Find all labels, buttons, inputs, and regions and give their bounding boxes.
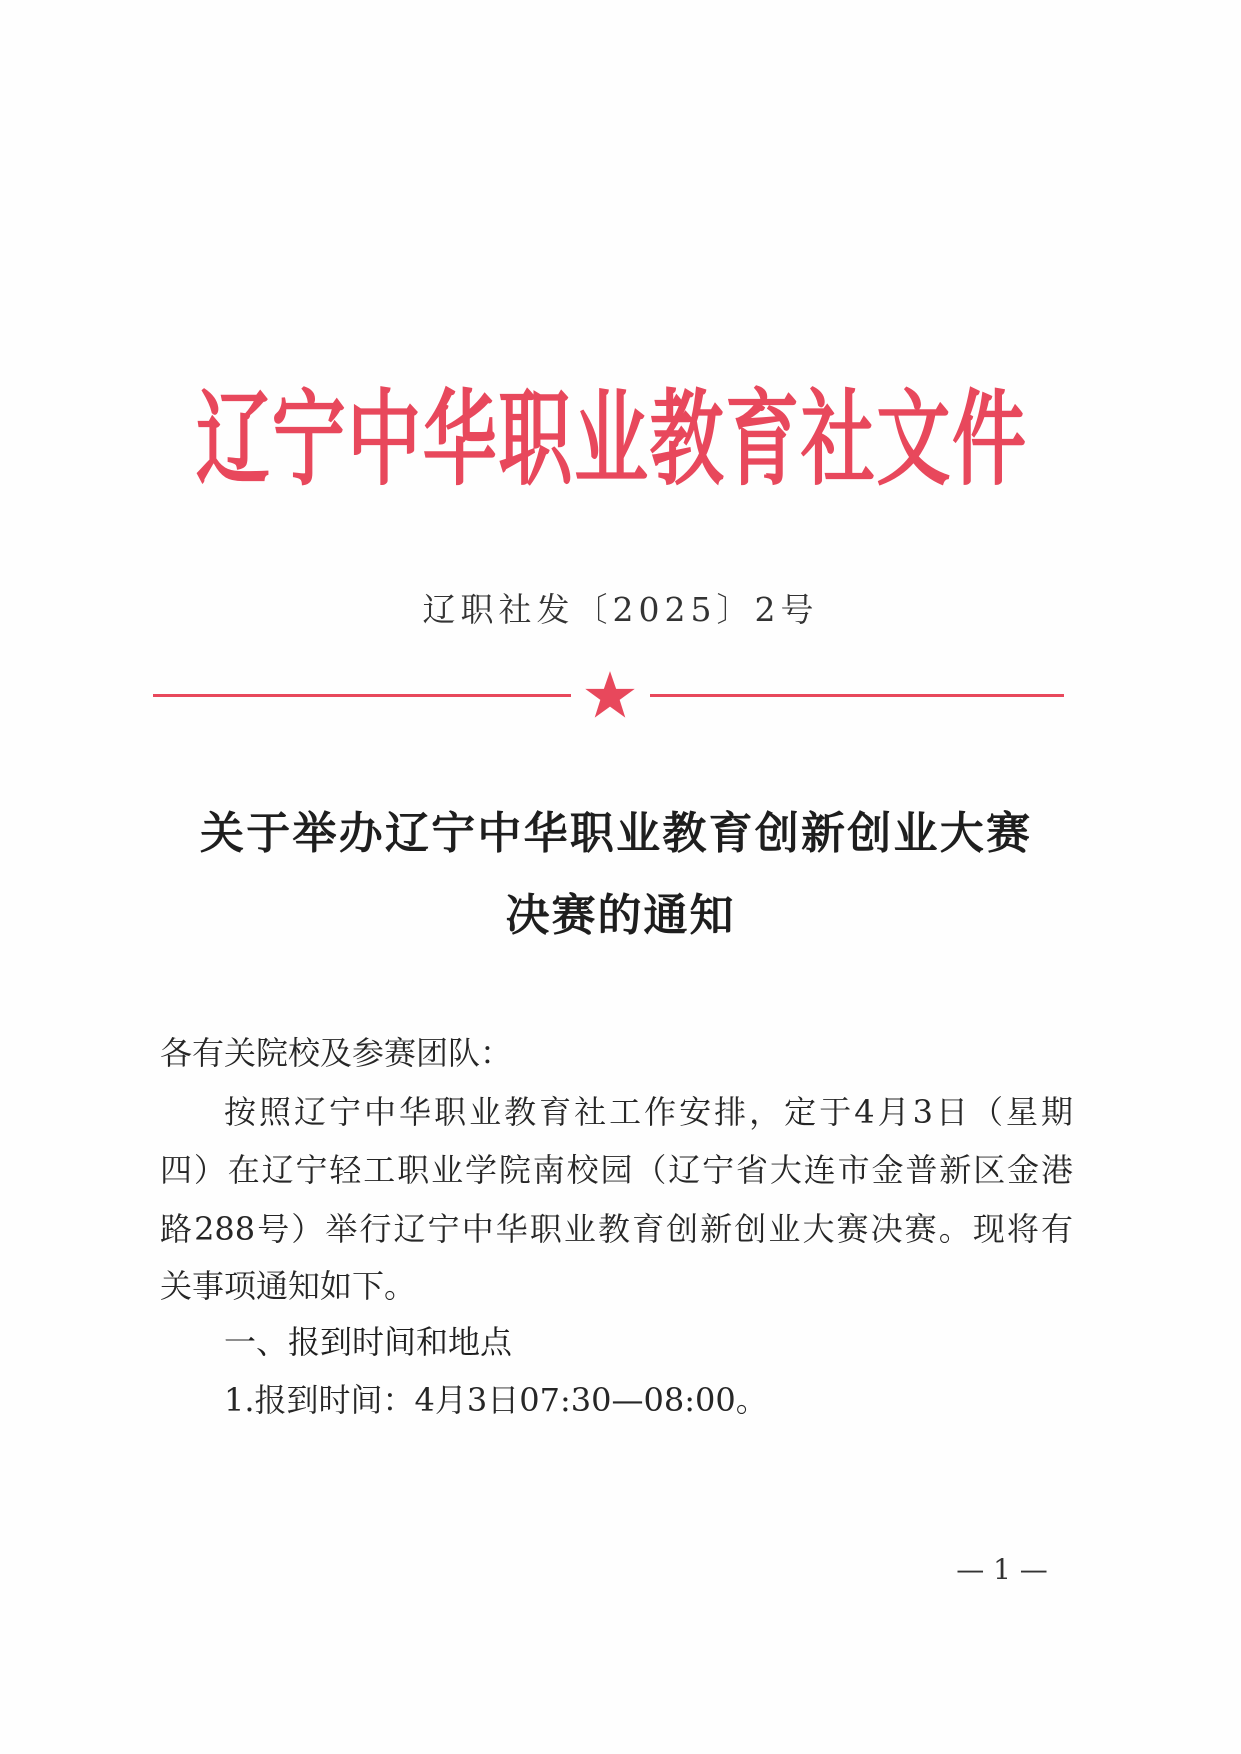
paragraph-line: 四）在辽宁轻工职业学院南校园（辽宁省大连市金普新区金港 (160, 1151, 1073, 1189)
document-number: 辽职社发〔2025〕2号 (422, 590, 819, 629)
red-divider-right (650, 694, 1064, 697)
section-heading: 一、报到时间和地点 (224, 1323, 513, 1361)
list-item: 1.报到时间：4月3日07:30—08:00。 (224, 1381, 768, 1419)
paragraph-line: 按照辽宁中华职业教育社工作安排，定于4月3日（星期 (224, 1093, 1073, 1131)
red-divider-left (153, 694, 571, 697)
org-masthead-title: 辽宁中华职业教育社文件 (196, 379, 1026, 501)
salutation: 各有关院校及参赛团队： (160, 1034, 513, 1072)
star-icon (584, 669, 636, 721)
paragraph-line: 路288号）举行辽宁中华职业教育创新创业大赛决赛。现将有 (160, 1210, 1073, 1248)
paragraph-line: 关事项通知如下。 (160, 1267, 417, 1305)
page-number: — 1 — (956, 1553, 1048, 1586)
notice-title-line-1: 关于举办辽宁中华职业教育创新创业大赛 (200, 808, 1030, 859)
notice-title-line-2: 决赛的通知 (505, 890, 736, 941)
